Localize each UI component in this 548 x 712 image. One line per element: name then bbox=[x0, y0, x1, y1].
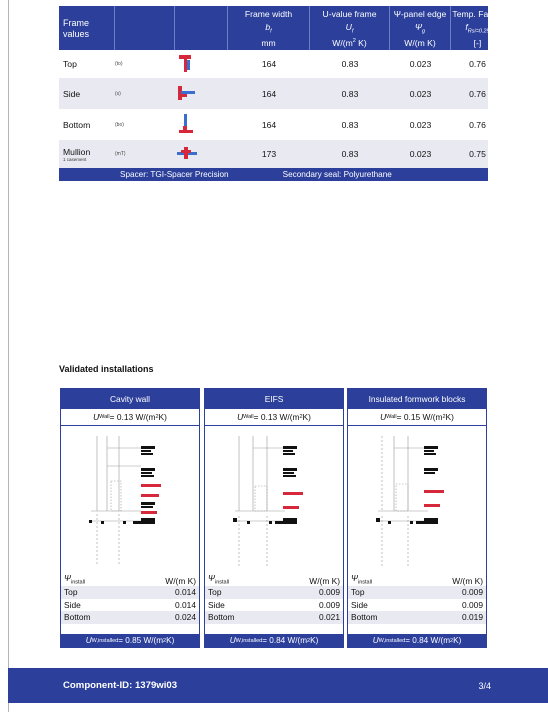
u-value: 0.83 bbox=[341, 149, 359, 159]
frame-width-value: 164 bbox=[261, 88, 277, 99]
psi-row-value: 0.014 bbox=[175, 587, 196, 598]
psi-row-value: 0.024 bbox=[175, 612, 196, 623]
frame-width-value: 173 bbox=[261, 149, 277, 159]
u-value: 0.83 bbox=[341, 59, 359, 69]
psi-install-unit: W/(m K) bbox=[309, 576, 340, 586]
frame-width-header bbox=[228, 6, 310, 50]
temp-factor-unit: [-] bbox=[473, 38, 482, 48]
frame-row-top bbox=[59, 50, 488, 78]
psi-row-bottom bbox=[348, 611, 486, 624]
row-code: (mT) bbox=[115, 151, 126, 157]
psi-install-symbol: $\Psi_{install}$ bbox=[64, 573, 86, 586]
psi-row-value: 0.021 bbox=[319, 612, 340, 623]
psi-value: 0.023 bbox=[409, 149, 432, 159]
psi-symbol: $\Psi_g$ bbox=[414, 22, 426, 35]
frame-row-mullion bbox=[59, 140, 488, 168]
card-title: EIFS bbox=[205, 389, 343, 409]
temp-factor-value: 0.76 bbox=[469, 59, 486, 69]
psi-row-label: Bottom bbox=[64, 612, 91, 623]
psi-row-label: Top bbox=[64, 587, 78, 598]
frame-mullion-section-icon bbox=[175, 143, 228, 165]
installation-drawing-cavity-wall bbox=[61, 426, 199, 569]
frame-width-label: Frame width bbox=[244, 9, 293, 19]
psi-row-value: 0.019 bbox=[462, 612, 483, 623]
frame-width-value: 164 bbox=[261, 59, 277, 69]
psi-install-symbol: $\Psi_{install}$ bbox=[208, 573, 230, 586]
temp-factor-symbol: $f_{Rsi=0.25}$ bbox=[465, 22, 490, 35]
frame-width-unit: mm bbox=[261, 38, 276, 48]
spacer-info: Spacer: TGI-Spacer Precision bbox=[120, 170, 229, 179]
psi-row-bottom bbox=[61, 611, 199, 624]
u-wall-value: U Wall = 0.13 W/(m 2 K) bbox=[61, 409, 199, 426]
installation-card-cavity-wall bbox=[60, 388, 200, 648]
psi-row-value: 0.009 bbox=[462, 587, 483, 598]
card-title: Insulated formwork blocks bbox=[348, 389, 486, 409]
u-value-label: U-value frame bbox=[322, 9, 377, 19]
temp-factor-label: Temp. Factor bbox=[452, 9, 503, 19]
page-margin-line bbox=[8, 0, 9, 712]
frame-width-symbol: $b_f$ bbox=[265, 22, 272, 35]
psi-row-value: 0.014 bbox=[175, 599, 196, 610]
psi-install-unit: W/(m K) bbox=[165, 576, 196, 586]
header-spacer-1 bbox=[115, 6, 175, 50]
card-title: Cavity wall bbox=[61, 389, 199, 409]
psi-row-label: Side bbox=[351, 599, 368, 610]
psi-row-label: Side bbox=[208, 599, 225, 610]
installation-drawing-formwork-blocks bbox=[348, 426, 486, 569]
page-number: 3/4 bbox=[478, 681, 491, 691]
row-label: Side bbox=[63, 88, 81, 99]
psi-row-label: Bottom bbox=[208, 612, 235, 623]
u-value: 0.83 bbox=[341, 119, 359, 130]
psi-value: 0.023 bbox=[409, 88, 432, 99]
psi-row-label: Top bbox=[208, 587, 222, 598]
installation-drawing-eifs bbox=[205, 426, 343, 569]
row-label: Mullion 1 casement bbox=[63, 146, 91, 162]
row-label: Top bbox=[63, 59, 77, 69]
psi-install-header bbox=[61, 569, 199, 586]
frame-table-footer bbox=[59, 168, 488, 181]
row-code: (bo) bbox=[115, 121, 124, 128]
psi-unit: W/(m K) bbox=[404, 38, 436, 48]
page-footer bbox=[8, 668, 548, 703]
psi-install-header bbox=[205, 569, 343, 586]
secondary-seal-info: Secondary seal: Polyurethane bbox=[282, 170, 392, 179]
psi-row-side bbox=[61, 599, 199, 612]
uw-installed-value: U W,installed = 0.84 W/(m 2 K) bbox=[348, 634, 486, 647]
component-id: Component-ID: 1379wi03 bbox=[63, 680, 178, 691]
row-label: Bottom bbox=[63, 119, 91, 130]
frame-values-header bbox=[59, 6, 115, 50]
psi-install-unit: W/(m K) bbox=[452, 576, 483, 586]
row-code: (to) bbox=[115, 61, 123, 67]
psi-row-top bbox=[348, 586, 486, 599]
psi-row-bottom bbox=[205, 611, 343, 624]
frame-table-header bbox=[59, 6, 503, 50]
frame-values-label: Frame values bbox=[63, 17, 90, 39]
section-title-installations: Validated installations bbox=[59, 364, 154, 374]
uw-installed-value: U W,installed = 0.84 W/(m 2 K) bbox=[205, 634, 343, 647]
psi-row-top bbox=[205, 586, 343, 599]
header-spacer-2 bbox=[175, 6, 228, 50]
frame-row-side bbox=[59, 78, 488, 109]
row-code: (s) bbox=[115, 90, 121, 97]
psi-value: 0.023 bbox=[409, 59, 432, 69]
frame-row-bottom bbox=[59, 109, 488, 140]
psi-row-value: 0.009 bbox=[462, 599, 483, 610]
u-value-header bbox=[310, 6, 390, 50]
temp-factor-value: 0.76 bbox=[469, 88, 486, 99]
frame-width-value: 164 bbox=[261, 119, 277, 130]
u-wall-value: U Wall = 0.13 W/(m 2 K) bbox=[205, 409, 343, 426]
psi-row-label: Side bbox=[64, 599, 81, 610]
u-value: 0.83 bbox=[341, 88, 359, 99]
psi-row-label: Top bbox=[351, 587, 365, 598]
temp-factor-value: 0.76 bbox=[469, 119, 486, 130]
frame-side-section-icon bbox=[175, 82, 228, 106]
psi-header bbox=[390, 6, 451, 50]
psi-row-value: 0.009 bbox=[319, 587, 340, 598]
u-value-unit: $W/(m^2$ K) bbox=[332, 38, 367, 48]
psi-label: Ψ-panel edge bbox=[393, 9, 447, 19]
psi-row-top bbox=[61, 586, 199, 599]
installation-card-eifs bbox=[204, 388, 344, 648]
frame-values-table bbox=[59, 6, 503, 181]
psi-install-header bbox=[348, 569, 486, 586]
uw-installed-value: U W,installed = 0.85 W/(m 2 K) bbox=[61, 634, 199, 647]
psi-row-value: 0.009 bbox=[319, 599, 340, 610]
installation-card-insulated-formwork-blocks bbox=[347, 388, 487, 648]
psi-row-side bbox=[205, 599, 343, 612]
psi-install-symbol: $\Psi_{install}$ bbox=[351, 573, 373, 586]
psi-value: 0.023 bbox=[409, 119, 432, 130]
temp-factor-value: 0.75 bbox=[469, 149, 486, 159]
psi-row-label: Bottom bbox=[351, 612, 378, 623]
temp-factor-header bbox=[451, 6, 504, 50]
psi-row-side bbox=[348, 599, 486, 612]
u-value-symbol: $U_f$ bbox=[345, 22, 354, 35]
u-wall-value: U Wall = 0.15 W/(m 2 K) bbox=[348, 409, 486, 426]
frame-bottom-section-icon bbox=[175, 112, 228, 138]
frame-top-section-icon bbox=[175, 52, 228, 76]
